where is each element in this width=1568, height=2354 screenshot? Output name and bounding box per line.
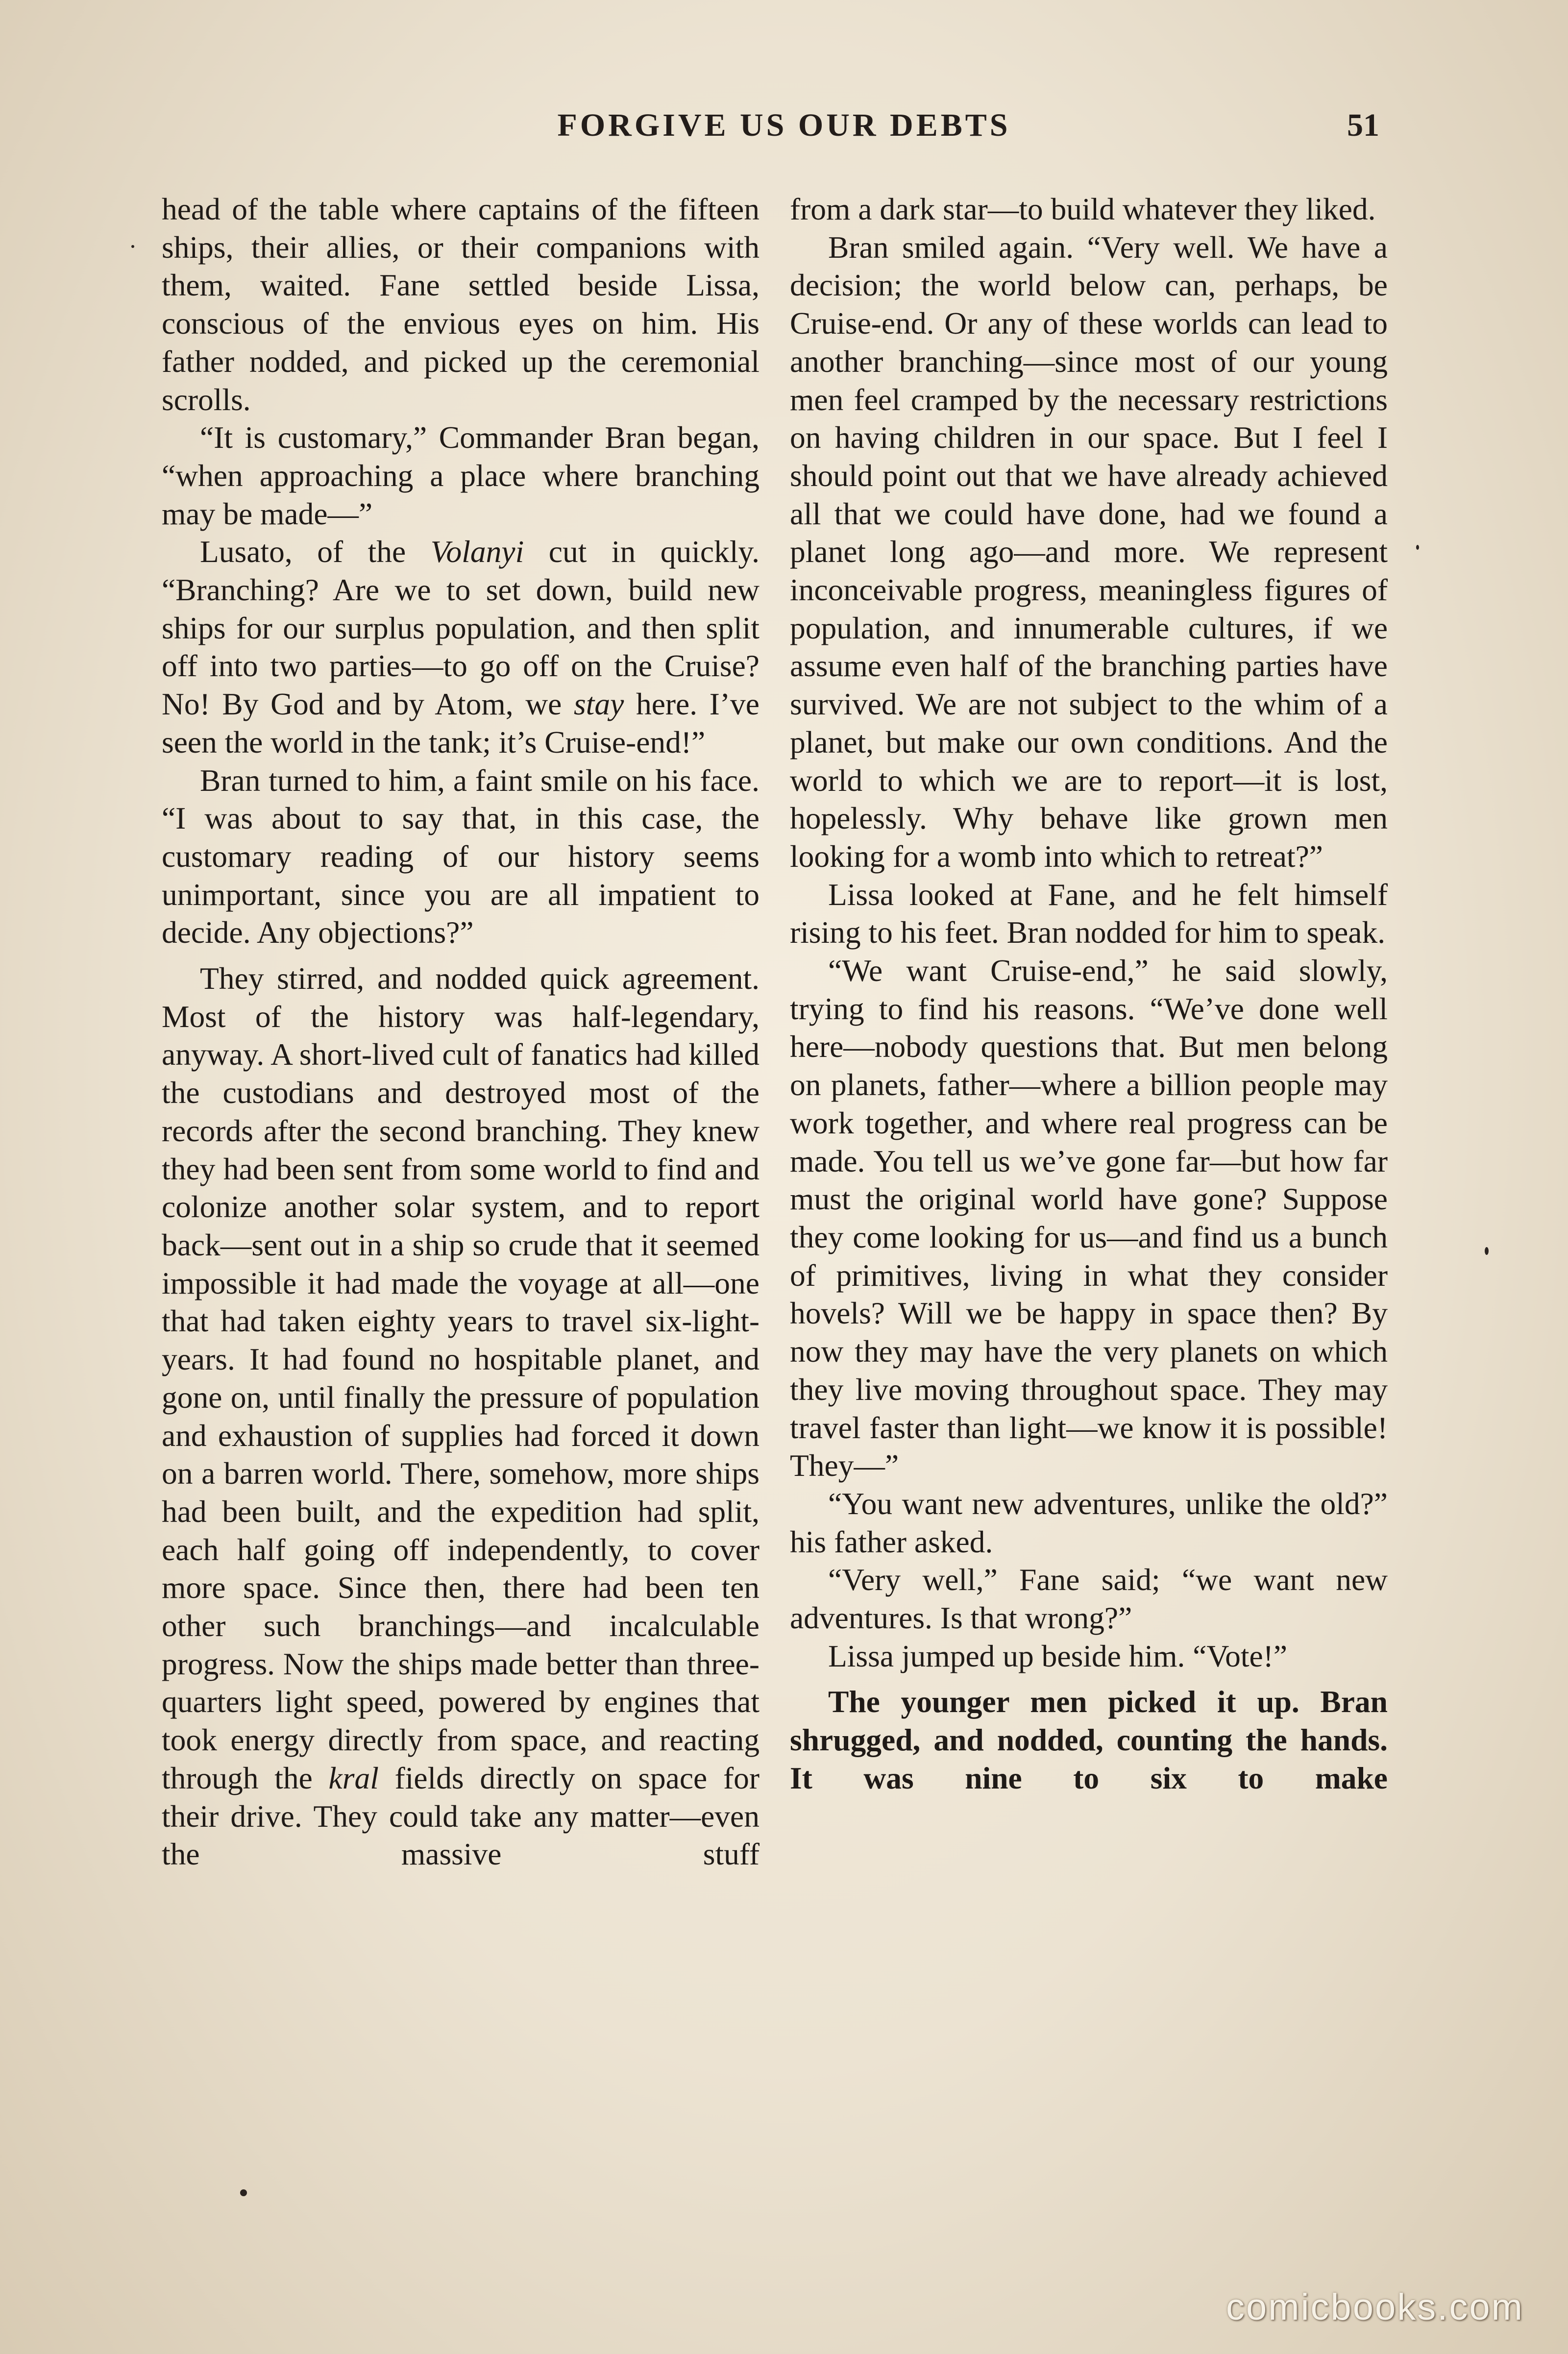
- text-run: Bran turned to him, a faint smile on his face. “I was about to say that, in this case, the customary reading of our history seems unimportant, since you are all impatient to decide. Any objections?”: [162, 762, 760, 950]
- paragraph: [790, 952, 1388, 1485]
- watermark: comicbooks.com: [1226, 2286, 1524, 2328]
- text-run: here. I’ve seen the world in the tank; it’s Cruise-end!”: [162, 687, 760, 760]
- paragraph: [162, 533, 760, 761]
- text-run: Lissa looked at Fane, and he felt himself rising to his feet. Bran nodded for him to speak.: [790, 877, 1388, 950]
- text-run: head of the table where captains of the fifteen ships, their allies, or their companions with them, waited. Fane settled beside Lissa, conscious of the envious eyes on him. His father nodded, and picked up the ceremonial scrolls.: [162, 192, 760, 417]
- italic-text: stay: [574, 687, 624, 722]
- text-run: The younger men picked it up. Bran shrugged, and nodded, counting the hands. It was nine to six to make: [790, 1684, 1388, 1795]
- running-title: FORGIVE US OUR DEBTS: [557, 107, 1011, 143]
- text-run: from a dark star—to build whatever they liked.: [790, 192, 1376, 226]
- paragraph: [162, 959, 760, 1873]
- paragraph: [162, 418, 760, 533]
- paragraph: [162, 190, 760, 418]
- text-run: Lusato, of the: [200, 534, 431, 569]
- text-run: “We want Cruise-end,” he said slowly, trying to find his reasons. “We’ve done well here—nobody questions that. But men belong on planets, father—where a billion people may work together, and where real progress can be made. You tell us we’ve gone far—but how far must the original world have gone? Suppose they come looking for us—and find us a bunch of primitives, living in what they consider hovels? Will we be happy in space then? By now they may have the very planets on which they live moving throughout space. They may travel faster than light—we know it is possible! They—”: [790, 953, 1388, 1483]
- text-run: “It is customary,” Commander Bran began, “when approaching a place where branching may be made—”: [162, 420, 760, 531]
- right-column: [790, 190, 1388, 1797]
- paragraph: [162, 761, 760, 952]
- italic-text: kral: [328, 1760, 379, 1795]
- page-number: 51: [1347, 107, 1379, 143]
- text-run: cut in quickly. “Branching? Are we to set down, build new ships for our surplus population, and then split off into two parties—to go off on the Cruise? No! By God and by Atom, we: [162, 534, 760, 722]
- paragraph: [790, 228, 1388, 876]
- paragraph: [790, 1561, 1388, 1637]
- paragraph: [790, 1485, 1388, 1561]
- paragraph: [790, 1683, 1388, 1797]
- text-run: fields directly on space for their drive. They could take any matter—even the massive stuff: [162, 1760, 760, 1872]
- text-run: “Very well,” Fane said; “we want new adventures. Is that wrong?”: [790, 1562, 1388, 1636]
- text-run: Bran smiled again. “Very well. We have a decision; the world below can, perhaps, be Cruise-end. Or any of these worlds can lead to another branching—since most of our young men feel cramped by the necessary restrictions on having children in our space. But I feel I should point out that we have already achieved all that we could have done, had we found a planet long ago—and more. We represent inconceivable progress, meaningless figures of population, and innumerable cultures, if we assume even half of the branching parties have survived. We are not subject to the whim of a planet, but make our own conditions. And the world to which we are to report—it is lost, hopelessly. Why behave like grown men looking for a womb into which to retreat?”: [790, 229, 1388, 874]
- left-column: [162, 190, 760, 1873]
- text-run: They stirred, and nodded quick agreement. Most of the history was half-legendary, anyway. A short-lived cult of fanatics had killed the custodians and destroyed most of the records after the second branching. They knew they had been sent from some world to find and colonize another solar system, and to report back—sent out in a ship so crude that it seemed impossible it had made the voyage at all—one that had taken eighty years to travel six-light-years. It had found no hospitable planet, and gone on, until finally the pressure of population and exhaustion of supplies had forced it down on a barren world. There, somehow, more ships had been built, and the expedition had split, each half going off independently, to cover more space. Since then, there had been ten other such branchings—and incalculable progress. Now the ships made better than three-quarters light speed, powered by engines that took energy directly from space, and reacting through the: [162, 961, 760, 1795]
- paragraph: [790, 1637, 1388, 1675]
- italic-text: Volanyi: [430, 534, 524, 569]
- paragraph: [790, 190, 1388, 228]
- page-header: [0, 107, 1568, 161]
- paragraph: [790, 876, 1388, 952]
- text-run: Lissa jumped up beside him. “Vote!”: [828, 1638, 1288, 1673]
- text-run: “You want new adventures, unlike the old?” his father asked.: [790, 1486, 1388, 1559]
